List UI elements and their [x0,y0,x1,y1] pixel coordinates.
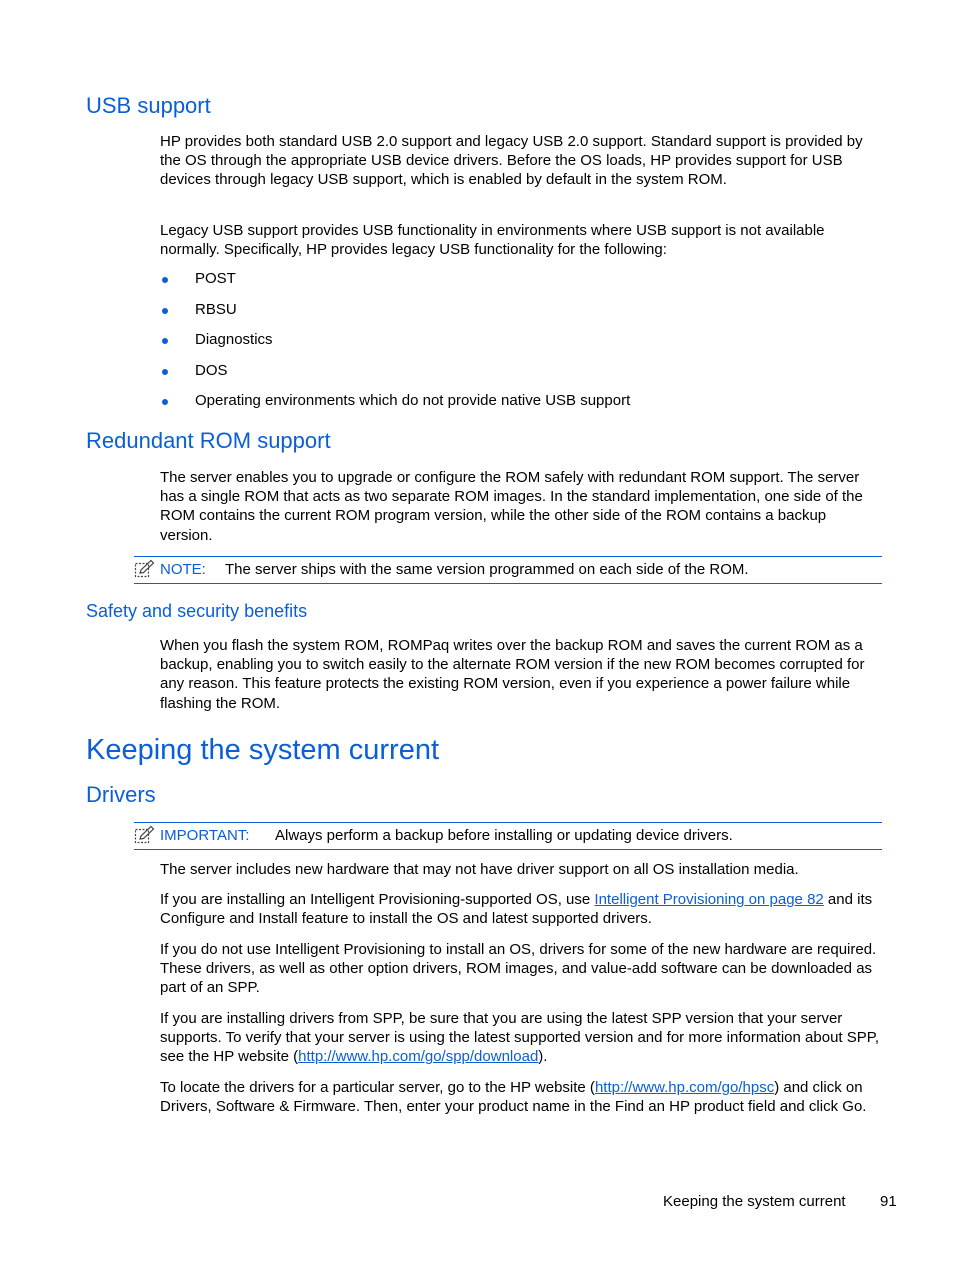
footer-title: Keeping the system current [663,1193,846,1210]
safety-paragraph: When you flash the system ROM, ROMPaq writes over the backup ROM and saves the current ROM as a backup, enabling you to switch easily to the alternate ROM version if the new ROM becomes corrupted for any reason. This feature protects the existing ROM version, even if you experience a power failure while flashing the ROM. [160,637,865,712]
list-item: Diagnostics [160,330,880,350]
list-item: DOS [160,361,880,381]
usb-support-heading: USB support [86,93,211,118]
note-text: The server ships with the same version programmed on each side of the ROM. [225,561,749,578]
usb-paragraph-1: HP provides both standard USB 2.0 support and legacy USB 2.0 support. Standard support is provided by the OS through the appropriate USB device drivers. Before the OS loads, HP provides support for USB devices through legacy USB support, which is enabled by default in the system ROM. [160,133,863,189]
drivers-paragraph-1: The server includes new hardware that may not have driver support on all OS installation media. [160,861,799,878]
ui-term-drivers-software-firmware: Drivers, Software & Firmware [160,1098,356,1116]
chapter-title: Keeping the system current [86,734,440,766]
list-item: POST [160,269,880,289]
bullet-icon [162,277,168,283]
bullet-icon [162,308,168,314]
list-item: Operating environments which do not provide native USB support [160,391,880,411]
usb-paragraph-2: Legacy USB support provides USB functionality in environments where USB support is not available normally. Specifically, HP provides legacy USB functionality for the following: [160,222,825,259]
safety-heading: Safety and security benefits [86,601,308,621]
note-pencil-icon [134,559,156,579]
drivers-heading: Drivers [86,782,156,807]
drivers-paragraph-5: To locate the drivers for a particular server, go to the HP website (http://www.hp.com/go/hpsc) and click on Drivers, Software & Firmware. Then, enter your product name in the Find an HP product field and click Go. [160,1079,867,1116]
note-box [134,556,882,584]
spp-download-link[interactable]: http://www.hp.com/go/spp/download [298,1048,539,1066]
important-box [134,822,882,850]
drivers-paragraph-2: If you are installing an Intelligent Provisioning-supported OS, use Intelligent Provisioning on page 82 and its Configure and Install feature to install the OS and latest supported drivers. [160,891,873,928]
bullet-icon [162,338,168,344]
bullet-icon [162,399,168,405]
bullet-icon [162,369,168,375]
important-text: Always perform a backup before installing or updating device drivers. [275,827,733,844]
intelligent-provisioning-link[interactable]: Intelligent Provisioning on page 82 [594,891,824,908]
list-item: RBSU [160,300,880,320]
rom-paragraph-1: The server enables you to upgrade or configure the ROM safely with redundant ROM support. The server has a single ROM that acts as two separate ROM images. In the standard implementation, one side of the ROM contains the current ROM program version, while the other side of the ROM contains a backup version. [160,469,863,544]
important-pencil-icon [134,825,156,845]
hpsc-link[interactable]: http://www.hp.com/go/hpsc [594,1079,775,1096]
ui-term-find-product: Find an HP product [614,1098,744,1116]
ui-term-go: Go [842,1098,863,1116]
important-label: IMPORTANT: [160,827,250,844]
note-label: NOTE: [160,561,206,578]
drivers-paragraph-3: If you do not use Intelligent Provisioning to install an OS, drivers for some of the new hardware are required. These drivers, as well as other option drivers, ROM images, and value-add software can be downloaded as part of an SPP. [160,941,877,997]
drivers-paragraph-4: If you are installing drivers from SPP, be sure that you are using the latest SPP version that your server supports. To verify that your server is using the latest supported version and for more information about SPP, see the HP website (http://www.hp.com/go/spp/download). [160,1010,879,1066]
redundant-rom-heading: Redundant ROM support [86,428,331,453]
page-number: 91 [880,1193,897,1210]
